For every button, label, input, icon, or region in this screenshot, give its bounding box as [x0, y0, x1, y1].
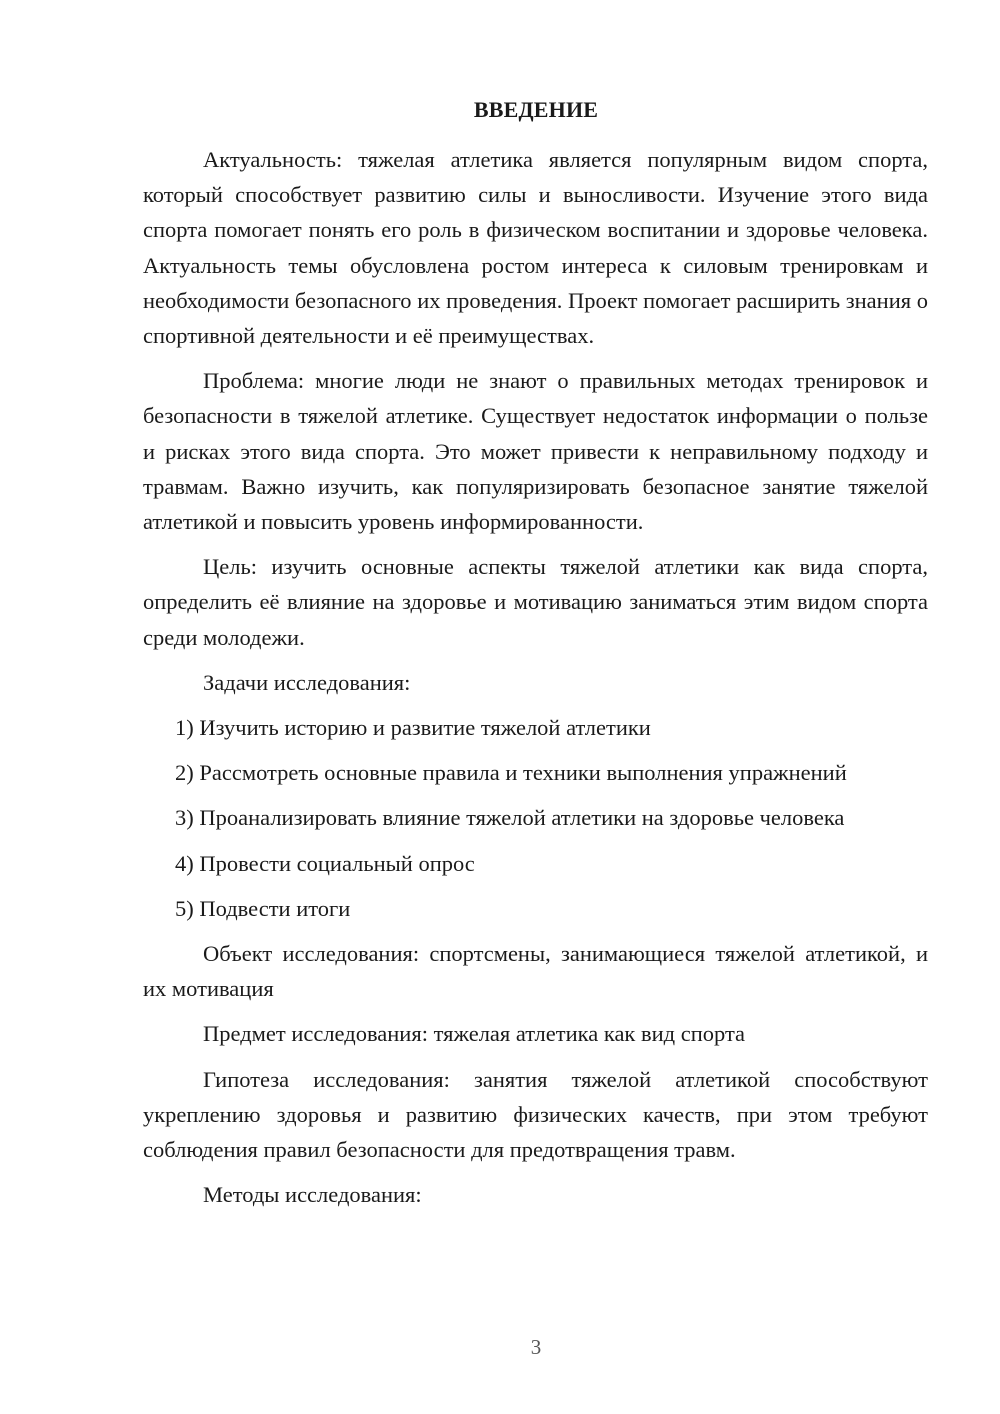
document-body	[143, 142, 928, 1222]
paragraph-subject: Предмет исследования: тяжелая атлетика как вид спорта	[203, 1021, 746, 1047]
paragraph-tasks-title: Задачи исследования:	[203, 669, 411, 695]
list-item: 4) Провести социальный опрос	[175, 850, 475, 876]
tasks-list	[143, 710, 928, 926]
list-item: 5) Подвести итоги	[175, 895, 351, 921]
list-item: 1) Изучить историю и развитие тяжелой атлетики	[175, 715, 651, 741]
paragraph-hypothesis: Гипотеза исследования: занятия тяжелой атлетикой способствуют укреплению здоровья и развитию физических качеств, при этом требуют соблюдения правил безопасности для предотвращения травм.	[143, 1066, 928, 1163]
paragraph-problem: Проблема: многие люди не знают о правильных методах тренировок и безопасности в тяжелой атлетике. Существует недостаток информации о пользе и рисках этого вида спорта. Это может привести к неправильному подходу и травмам. Важно изучить, как популяризировать безопасное занятие тяжелой атлетикой и повысить уровень информированности.	[143, 368, 928, 535]
section-heading: ВВЕДЕНИЕ	[473, 97, 599, 122]
paragraph-object: Объект исследования: спортсмены, занимающиеся тяжелой атлетикой, и их мотивация	[143, 941, 928, 1002]
paragraph-goal: Цель: изучить основные аспекты тяжелой атлетики как вида спорта, определить её влияние на здоровье и мотивацию заниматься этим видом спорта среди молодежи.	[143, 554, 928, 650]
list-item: 3) Проанализировать влияние тяжелой атлетики на здоровье человека	[175, 805, 845, 831]
paragraph-relevance: Актуальность: тяжелая атлетика является популярным видом спорта, который способствует развитию силы и выносливости. Изучение этого вида спорта помогает понять его роль в физическом воспитании и здоровье человека. Актуальность темы обусловлена ростом интереса к силовым тренировкам и необходимости безопасного их проведения. Проект помогает расширить знания о спортивной деятельности и её преимуществах.	[143, 147, 928, 349]
list-item: 2) Рассмотреть основные правила и техники выполнения упражнений	[175, 760, 847, 786]
page-number: 3	[530, 1335, 542, 1359]
paragraph-methods-title: Методы исследования:	[203, 1182, 422, 1208]
